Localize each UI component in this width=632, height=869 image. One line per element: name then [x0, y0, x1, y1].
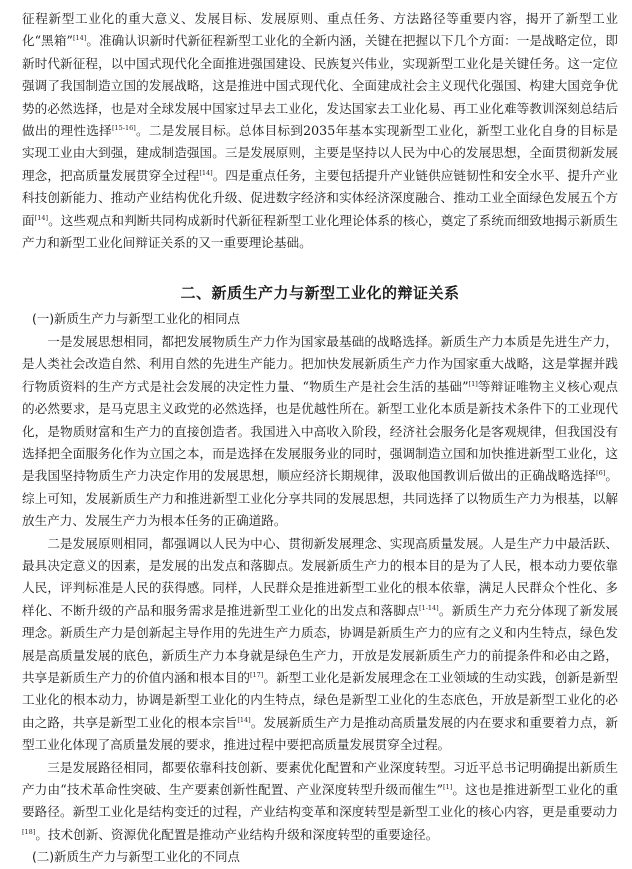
body-paragraph [22, 331, 618, 533]
intro-paragraph [22, 8, 618, 254]
article-body [22, 8, 618, 869]
citation: [14] [34, 213, 49, 222]
citation: [14] [72, 34, 87, 43]
text-run: 。这也是推进新型工业化的重要路径。新型工业化是结构变迁的过程，产业结构变革和深度转型是新型工业化的核心内容，更是重要动力 [22, 782, 618, 820]
citation: [15-16] [111, 123, 136, 132]
text-run: 二是发展原则相同，都强调以人民为中心、贯彻新发展理念、实现高质量发展。人是生产力中最活跃、最具决定意义的因素，是发展的出发点和落脚点。发展新质生产力的根本目的是为了人民，根本动力要依靠人民，评判标准是人民的获得感。同样，人民群众是推进新型工业化的根本依靠，满足人民群众个性化、多样化、不断升级的产品和服务需求是推进新型工业化的出发点和落脚点 [22, 535, 618, 618]
citation: [17] [250, 670, 264, 679]
citation: [14] [237, 715, 251, 724]
text-run: 。新型工业化是新发展理念在工业领域的生动实践，创新是新型工业化的根本动力，协调是新型工业化的内生特点，绿色是新型工业化的生态底色，开放是新型工业化的必由之路，共享是新型工业化的根本宗旨 [22, 669, 619, 730]
subsection-heading: (一)新质生产力与新型工业化的相同点 [32, 311, 240, 327]
text-run: 。这些观点和判断共同构成新时代新征程新型工业化理论体系的核心，奠定了系统而细致地揭示新质生产力和新型工业化间辩证关系的又一重要理论基础。 [22, 212, 619, 251]
text-run: 三是发展路径相同，都要依靠科技创新、要素优化配置和产业深度转型。习近平总书记明确提出新质生产力由“技术革命性突破、生产要素创新性配置、产业深度转型升级而催生” [22, 759, 618, 797]
text-run: 。二是发展目标。总体目标到2035年基本实现新型工业化，新型工业化自身的目标是实现工业由大到强，建成制造强国。三是发展原则，主要是坚持以人民为中心的发展思想，全面贯彻新发展理念，把高质量发展贯穿全过程 [22, 123, 618, 183]
text-run: 。发展新质生产力是推动高质量发展的内在要求和重要着力点，新型工业化体现了高质量发展的要求，推进过程中要把高质量发展贯穿全过程。 [22, 714, 619, 753]
text-run: 征程新型工业化的重大意义、发展目标、发展原则、重点任务、方法路径等重要内容，揭开了新型工业化“黑箱” [22, 11, 618, 49]
body-paragraph [22, 533, 618, 757]
text-run: 。新质生产力充分体现了新发展理念。新质生产力是创新起主导作用的先进生产力质态，协调是新质生产力的应有之义和内生特点，绿色发展是高质量发展的底色，新质生产力本身就是绿色生产力，开放是发展新质生产力的前提条件和必由之路，共享是新质生产力的价值内涵和根本目的 [22, 602, 619, 685]
text-run: 。准确认识新时代新征程新型工业化的全新内涵，关键在把握以下几个方面：一是战略定位，即新时代新征程，以中国式现代化全面推进强国建设、民族复兴伟业，实现新型工业化是关键任务。这一定位强调了我国制造立国的发展战略，这是推进中国式现代化、全面建成社会主义现代化强国、构建大国竞争优势的必然选择，也是对全球发展中国家过早去工业化，发达国家去工业化易、再工业化难等教训深刻总结后做出的理性选择 [22, 33, 619, 139]
citation: [6] [596, 469, 606, 478]
citation: [1] [443, 782, 453, 791]
citation: [18] [22, 827, 36, 836]
section-heading: 二、新质生产力与新型工业化的辩证关系 [180, 284, 460, 303]
text-run: 等辩证唯物主义核心观点的必然要求，是马克思主义政党的必然选择，也是优越性所在。新型工业化本质是新技术条件下的工业现代化，是物质财富和生产力的直接创造者。我国进入中高收入阶段，经济社会服务化是客观规律，但我国没有选择把全面服务化作为立国之本，而是选择在发展服务业的同时，强调制造立国和加快推进新型工业化，这是我国坚持物质生产力决定作用的发展思想，顺应经济长期规律，汲取他国教训后做出的正确战略选择 [22, 378, 618, 484]
citation: [14] [199, 168, 213, 177]
text-run: 。技术创新、资源优化配置是推动产业结构升级和深度转型的重要途径。 [35, 826, 439, 842]
body-paragraph [22, 757, 618, 847]
citation: [1] [468, 379, 478, 388]
text-run: 。四是重点任务，主要包括提升产业链供应链韧性和安全水平、提升产业科技创新能力、推动产业结构优化升级、促进数字经济和实体经济深度融合、推动工业全面绿色发展五个方面 [22, 167, 619, 228]
subsection-heading: (二)新质生产力与新型工业化的不同点 [32, 849, 240, 865]
text-run: 一是发展思想相同，都把发展物质生产力作为国家最基础的战略选择。新质生产力本质是先进生产力，是人类社会改造自然、利用自然的先进生产能力。把加快发展新质生产力作为国家重大战略，这是掌握并践行物质资料的生产方式是社会发展的决定性力量、“物质生产是社会生活的基础” [22, 333, 618, 394]
citation: [1-14] [419, 603, 439, 612]
text-run: 。综上可知，发展新质生产力和推进新型工业化分享共同的发展思想，共同选择了以物质生产力为根基，以解放生产力、发展生产力为根本任务的正确道路。 [22, 468, 619, 529]
